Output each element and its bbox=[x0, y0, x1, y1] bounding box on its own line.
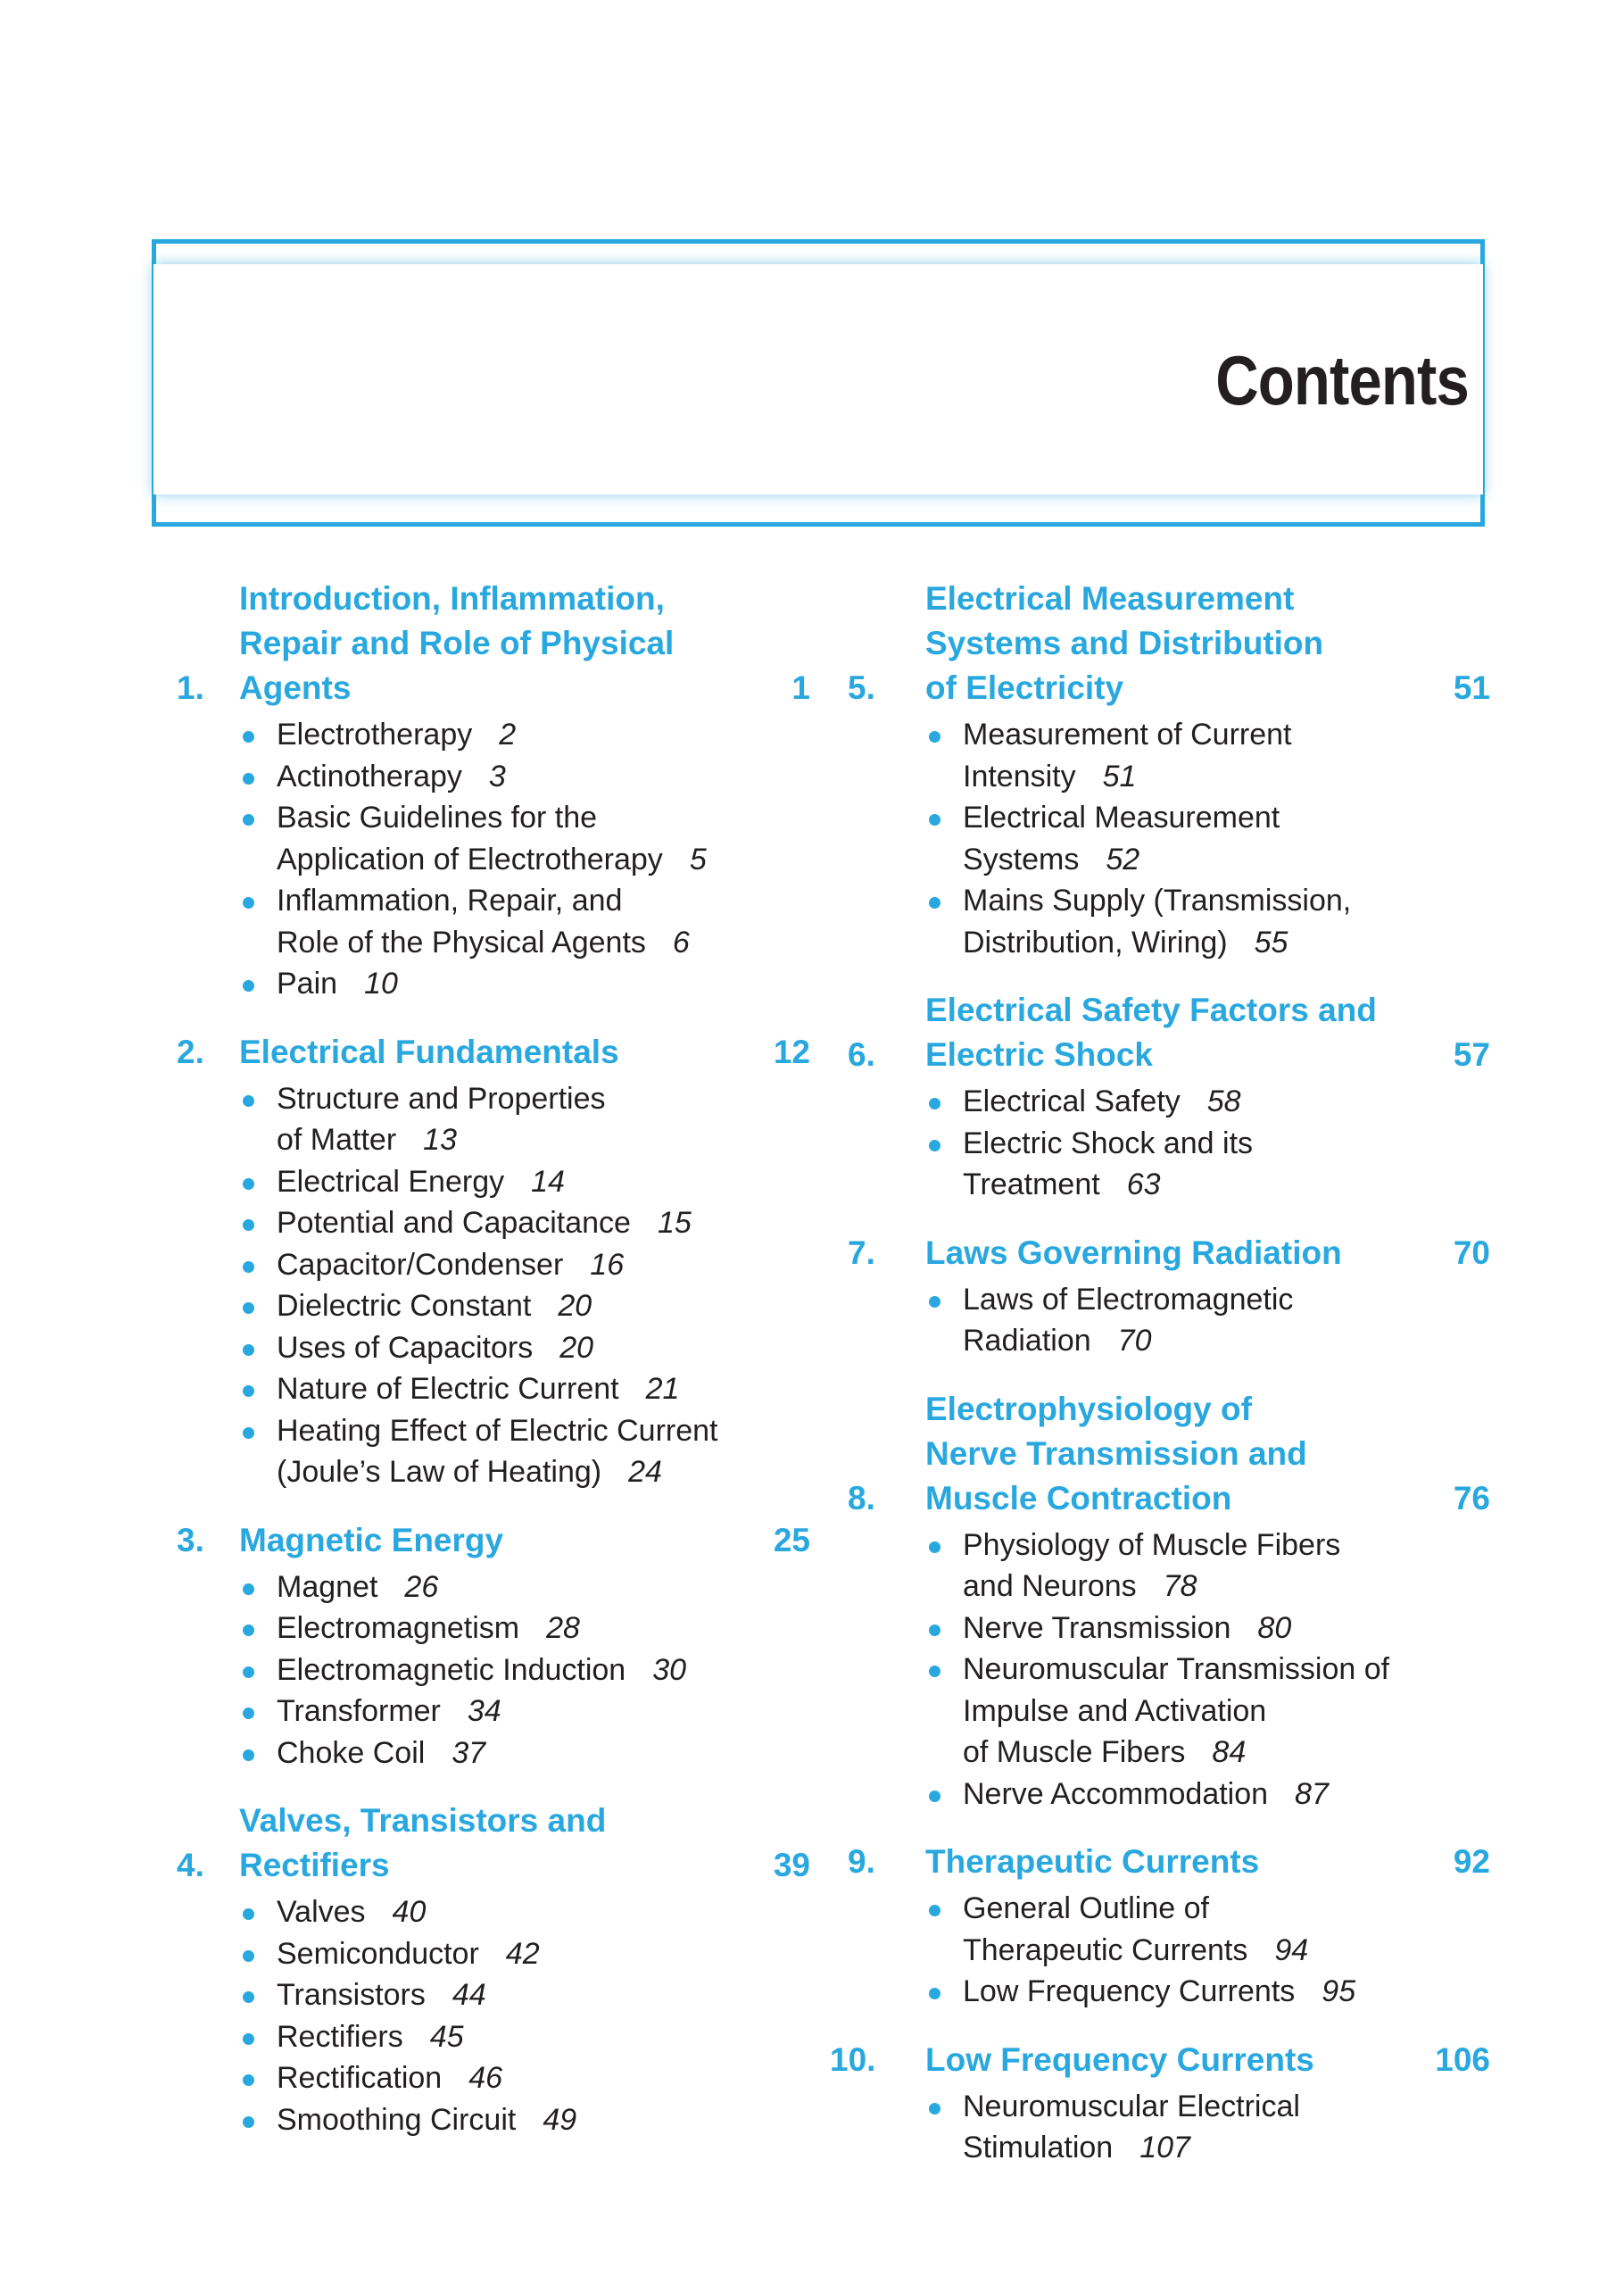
section-item[interactable] bbox=[925, 2086, 1490, 2169]
section-item[interactable] bbox=[239, 1368, 810, 1410]
section-title: Nature of Electric Current bbox=[277, 1372, 619, 1406]
section-item[interactable] bbox=[239, 1202, 810, 1244]
section-page-number: 94 bbox=[1274, 1932, 1309, 1967]
section-page-number: 14 bbox=[531, 1164, 565, 1199]
section-page-number: 13 bbox=[423, 1123, 457, 1157]
chapter-title: Valves, Transistors and Rectifiers bbox=[239, 1802, 607, 1883]
section-item[interactable] bbox=[925, 1971, 1490, 2013]
section-title: Inflammation, Repair, and Role of the Physical Agents bbox=[277, 884, 646, 960]
section-title: Mains Supply (Transmission, Distribution, Wiring) bbox=[963, 884, 1352, 960]
section-title: Semiconductor bbox=[277, 1936, 479, 1971]
section-item[interactable] bbox=[239, 2016, 810, 2058]
chapter-page-number: 92 bbox=[1453, 1843, 1490, 1880]
toc-column-right bbox=[830, 577, 1490, 2194]
section-list bbox=[848, 2086, 1490, 2169]
section-item[interactable] bbox=[239, 1933, 810, 1975]
chapter-entry bbox=[848, 577, 1490, 963]
section-title: Dielectric Constant bbox=[277, 1289, 532, 1323]
section-title: Structure and Properties of Matter bbox=[277, 1081, 606, 1157]
section-list bbox=[848, 1081, 1490, 1206]
chapter-heading[interactable] bbox=[848, 1231, 1490, 1275]
bullet-icon bbox=[929, 1988, 940, 1999]
section-page-number: 40 bbox=[392, 1895, 427, 1929]
chapter-entry bbox=[848, 1840, 1490, 2013]
chapter-entry bbox=[177, 577, 810, 1005]
chapter-page-number: 12 bbox=[773, 1033, 810, 1070]
section-title: Transformer bbox=[277, 1694, 441, 1728]
bullet-icon bbox=[929, 2103, 940, 2115]
bullet-icon bbox=[243, 1302, 254, 1314]
section-page-number: 20 bbox=[558, 1289, 592, 1323]
section-item[interactable] bbox=[925, 1279, 1490, 1362]
section-item[interactable] bbox=[239, 963, 810, 1005]
chapter-page-number: 76 bbox=[1453, 1479, 1490, 1516]
section-page-number: 52 bbox=[1106, 842, 1140, 877]
section-item[interactable] bbox=[925, 714, 1490, 797]
chapter-number: 7. bbox=[848, 1234, 875, 1271]
chapter-page-number: 39 bbox=[773, 1847, 810, 1883]
chapter-number: 5. bbox=[848, 669, 875, 706]
section-list bbox=[848, 1888, 1490, 2013]
section-page-number: 49 bbox=[543, 2102, 577, 2137]
section-item[interactable] bbox=[239, 1691, 810, 1732]
chapter-title: Electrical Safety Factors and Electric Shock bbox=[925, 992, 1377, 1073]
bullet-icon bbox=[243, 1261, 254, 1273]
section-page-number: 55 bbox=[1254, 925, 1288, 960]
toc-column-left bbox=[177, 577, 810, 2165]
chapter-number: 8. bbox=[848, 1479, 875, 1516]
section-list bbox=[848, 1525, 1490, 1816]
bullet-icon bbox=[243, 1219, 254, 1231]
section-title: Neuromuscular Transmission of Impulse and Activation of Muscle Fibers bbox=[963, 1652, 1390, 1769]
bullet-icon bbox=[243, 1344, 254, 1356]
section-page-number: 70 bbox=[1117, 1324, 1152, 1358]
section-page-number: 51 bbox=[1102, 759, 1137, 794]
bullet-icon bbox=[929, 1905, 940, 1916]
section-item[interactable] bbox=[239, 2099, 810, 2141]
chapter-heading[interactable] bbox=[177, 1799, 810, 1888]
header-card bbox=[153, 264, 1483, 494]
section-item[interactable] bbox=[925, 1525, 1490, 1608]
chapter-entry bbox=[848, 988, 1490, 1206]
section-item[interactable] bbox=[239, 756, 810, 798]
section-title: Measurement of Current Intensity bbox=[963, 718, 1292, 794]
section-title: Pain bbox=[277, 967, 338, 1001]
section-item[interactable] bbox=[239, 1649, 810, 1691]
chapter-title: Laws Governing Radiation bbox=[925, 1234, 1342, 1271]
section-item[interactable] bbox=[239, 1161, 810, 1203]
section-title: Electrical Energy bbox=[277, 1164, 505, 1199]
section-page-number: 78 bbox=[1163, 1569, 1197, 1603]
section-title: Laws of Electromagnetic Radiation bbox=[963, 1282, 1294, 1358]
bullet-icon bbox=[243, 2033, 254, 2045]
section-page-number: 37 bbox=[452, 1735, 486, 1770]
chapter-number: 1. bbox=[177, 669, 204, 706]
bullet-icon bbox=[243, 2116, 254, 2128]
section-title: Magnet bbox=[277, 1569, 378, 1604]
bullet-icon bbox=[243, 1908, 254, 1920]
chapter-heading[interactable] bbox=[830, 2038, 1490, 2082]
section-title: Electromagnetic Induction bbox=[277, 1652, 626, 1687]
section-list bbox=[848, 714, 1490, 963]
section-item[interactable] bbox=[925, 1608, 1490, 1649]
bullet-icon bbox=[243, 814, 254, 826]
chapter-page-number: 51 bbox=[1453, 669, 1490, 706]
section-page-number: 24 bbox=[628, 1455, 662, 1489]
section-page-number: 45 bbox=[429, 2019, 464, 2054]
section-page-number: 44 bbox=[452, 1978, 486, 2012]
section-page-number: 46 bbox=[468, 2061, 503, 2095]
section-page-number: 16 bbox=[590, 1247, 625, 1282]
section-page-number: 28 bbox=[546, 1611, 580, 1645]
chapter-page-number: 57 bbox=[1453, 1036, 1490, 1073]
chapter-number: 3. bbox=[177, 1521, 204, 1558]
bullet-icon bbox=[929, 1140, 940, 1151]
bullet-icon bbox=[243, 897, 254, 909]
section-page-number: 2 bbox=[499, 718, 517, 752]
section-title: Physiology of Muscle Fibers and Neurons bbox=[963, 1527, 1341, 1603]
bullet-icon bbox=[929, 1624, 940, 1636]
section-title: Valves bbox=[277, 1895, 366, 1929]
section-page-number: 63 bbox=[1126, 1167, 1161, 1201]
chapter-entry bbox=[177, 1518, 810, 1774]
section-title: General Outline of Therapeutic Currents bbox=[963, 1891, 1248, 1967]
section-title: Transistors bbox=[277, 1978, 426, 2012]
chapter-heading[interactable] bbox=[177, 577, 810, 710]
section-title: Potential and Capacitance bbox=[277, 1206, 631, 1240]
section-page-number: 21 bbox=[645, 1372, 680, 1406]
section-item[interactable] bbox=[239, 880, 810, 963]
chapter-title: Electrical Measurement Systems and Distribution of Electricity bbox=[925, 580, 1324, 706]
chapter-number: 9. bbox=[848, 1843, 875, 1880]
section-page-number: 42 bbox=[505, 1936, 540, 1971]
bullet-icon bbox=[243, 1583, 254, 1595]
chapter-title: Therapeutic Currents bbox=[925, 1843, 1260, 1880]
bullet-icon bbox=[243, 1708, 254, 1719]
section-list bbox=[177, 1566, 810, 1774]
chapter-number: 6. bbox=[848, 1036, 875, 1073]
section-item[interactable] bbox=[925, 1774, 1490, 1816]
section-title: Rectification bbox=[277, 2061, 443, 2095]
section-title: Electrical Measurement Systems bbox=[963, 801, 1280, 877]
section-page-number: 107 bbox=[1139, 2131, 1190, 2165]
section-title: Electrotherapy bbox=[277, 718, 473, 752]
section-page-number: 15 bbox=[657, 1206, 692, 1240]
chapter-heading[interactable] bbox=[848, 1387, 1490, 1521]
chapter-page-number: 25 bbox=[773, 1521, 810, 1558]
chapter-title: Low Frequency Currents bbox=[925, 2040, 1314, 2078]
section-item[interactable] bbox=[239, 1608, 810, 1649]
chapter-number: 10. bbox=[830, 2040, 876, 2078]
chapter-title: Introduction, Inflammation, Repair and Role of Physical Agents bbox=[239, 580, 675, 706]
bullet-icon bbox=[243, 1178, 254, 1190]
bullet-icon bbox=[243, 1666, 254, 1678]
section-list bbox=[848, 1279, 1490, 1362]
section-item[interactable] bbox=[239, 1078, 810, 1161]
section-page-number: 84 bbox=[1212, 1735, 1247, 1769]
chapter-page-number: 1 bbox=[791, 669, 810, 706]
section-title: Heating Effect of Electric Current (Joule’s Law of Heating) bbox=[277, 1413, 718, 1489]
chapter-title: Electrical Fundamentals bbox=[239, 1033, 619, 1070]
section-title: Nerve Transmission bbox=[963, 1610, 1231, 1645]
section-page-number: 5 bbox=[689, 842, 707, 877]
chapter-entry bbox=[177, 1030, 810, 1493]
section-page-number: 34 bbox=[467, 1694, 501, 1728]
section-item[interactable] bbox=[925, 880, 1490, 963]
section-item[interactable] bbox=[925, 1649, 1490, 1774]
chapter-heading[interactable] bbox=[848, 577, 1490, 710]
chapter-heading[interactable] bbox=[177, 1518, 810, 1563]
section-page-number: 20 bbox=[559, 1330, 594, 1365]
section-page-number: 10 bbox=[364, 967, 398, 1001]
section-list bbox=[177, 714, 810, 1005]
chapter-entry bbox=[830, 2038, 1490, 2169]
section-item[interactable] bbox=[239, 1732, 810, 1774]
bullet-icon bbox=[243, 1624, 254, 1636]
section-item[interactable] bbox=[239, 1410, 810, 1493]
section-title: Smoothing Circuit bbox=[277, 2102, 517, 2137]
bullet-icon bbox=[929, 1541, 940, 1553]
bullet-icon bbox=[243, 1950, 254, 1962]
section-page-number: 6 bbox=[672, 925, 690, 960]
section-item[interactable] bbox=[925, 1081, 1490, 1123]
chapter-title: Electrophysiology of Nerve Transmission and Muscle Contraction bbox=[925, 1390, 1307, 1516]
section-page-number: 87 bbox=[1295, 1776, 1329, 1811]
bullet-icon bbox=[929, 731, 940, 743]
chapter-number: 2. bbox=[177, 1033, 204, 1070]
bullet-icon bbox=[243, 980, 254, 992]
section-page-number: 58 bbox=[1206, 1084, 1241, 1118]
bullet-icon bbox=[243, 1991, 254, 2003]
chapter-entry bbox=[848, 1387, 1490, 1816]
section-title: Choke Coil bbox=[277, 1735, 426, 1770]
section-title: Uses of Capacitors bbox=[277, 1330, 534, 1365]
section-title: Nerve Accommodation bbox=[963, 1776, 1269, 1811]
chapter-heading[interactable] bbox=[848, 1840, 1490, 1884]
bullet-icon bbox=[243, 1749, 254, 1761]
section-item[interactable] bbox=[925, 1123, 1490, 1206]
page-title: Contents bbox=[1215, 341, 1469, 420]
chapter-heading[interactable] bbox=[848, 988, 1490, 1077]
bullet-icon bbox=[243, 2074, 254, 2086]
section-item[interactable] bbox=[925, 1888, 1490, 1971]
section-title: Rectifiers bbox=[277, 2019, 403, 2054]
chapter-heading[interactable] bbox=[177, 1030, 810, 1075]
section-title: Actinotherapy bbox=[277, 759, 462, 794]
section-item[interactable] bbox=[239, 2057, 810, 2099]
section-item[interactable] bbox=[239, 797, 810, 880]
section-item[interactable] bbox=[239, 1327, 810, 1369]
bullet-icon bbox=[929, 1791, 940, 1802]
bullet-icon bbox=[929, 1296, 940, 1308]
section-page-number: 26 bbox=[404, 1569, 439, 1604]
section-item[interactable] bbox=[239, 714, 810, 756]
chapter-page-number: 106 bbox=[1435, 2040, 1490, 2078]
chapter-entry bbox=[848, 1231, 1490, 1362]
section-item[interactable] bbox=[239, 1566, 810, 1608]
section-item[interactable] bbox=[925, 797, 1490, 880]
chapter-title: Magnetic Energy bbox=[239, 1521, 504, 1558]
section-page-number: 30 bbox=[652, 1652, 687, 1687]
section-page-number: 95 bbox=[1322, 1974, 1356, 2008]
section-item[interactable] bbox=[239, 1891, 810, 1933]
bullet-icon bbox=[243, 1427, 254, 1439]
bullet-icon bbox=[243, 1095, 254, 1107]
section-title: Low Frequency Currents bbox=[963, 1974, 1296, 2008]
section-title: Neuromuscular Electrical Stimulation bbox=[963, 2089, 1300, 2165]
section-title: Electrical Safety bbox=[963, 1084, 1181, 1118]
bullet-icon bbox=[929, 1666, 940, 1677]
bullet-icon bbox=[929, 1098, 940, 1109]
bullet-icon bbox=[243, 773, 254, 785]
bullet-icon bbox=[243, 1385, 254, 1397]
bullet-icon bbox=[243, 731, 254, 743]
section-list bbox=[177, 1078, 810, 1493]
section-page-number: 3 bbox=[488, 759, 506, 794]
section-list bbox=[177, 1891, 810, 2140]
section-title: Basic Guidelines for the Application of Electrotherapy bbox=[277, 801, 663, 877]
section-page-number: 80 bbox=[1257, 1610, 1292, 1645]
section-item[interactable] bbox=[239, 1244, 810, 1286]
section-title: Electromagnetism bbox=[277, 1611, 520, 1645]
section-title: Capacitor/Condenser bbox=[277, 1247, 564, 1282]
section-item[interactable] bbox=[239, 1285, 810, 1327]
chapter-entry bbox=[177, 1799, 810, 2140]
bullet-icon bbox=[929, 897, 940, 909]
bullet-icon bbox=[929, 814, 940, 826]
chapter-page-number: 70 bbox=[1453, 1234, 1490, 1271]
section-item[interactable] bbox=[239, 1974, 810, 2016]
section-title: Electric Shock and its Treatment bbox=[963, 1126, 1254, 1201]
chapter-number: 4. bbox=[177, 1847, 204, 1883]
